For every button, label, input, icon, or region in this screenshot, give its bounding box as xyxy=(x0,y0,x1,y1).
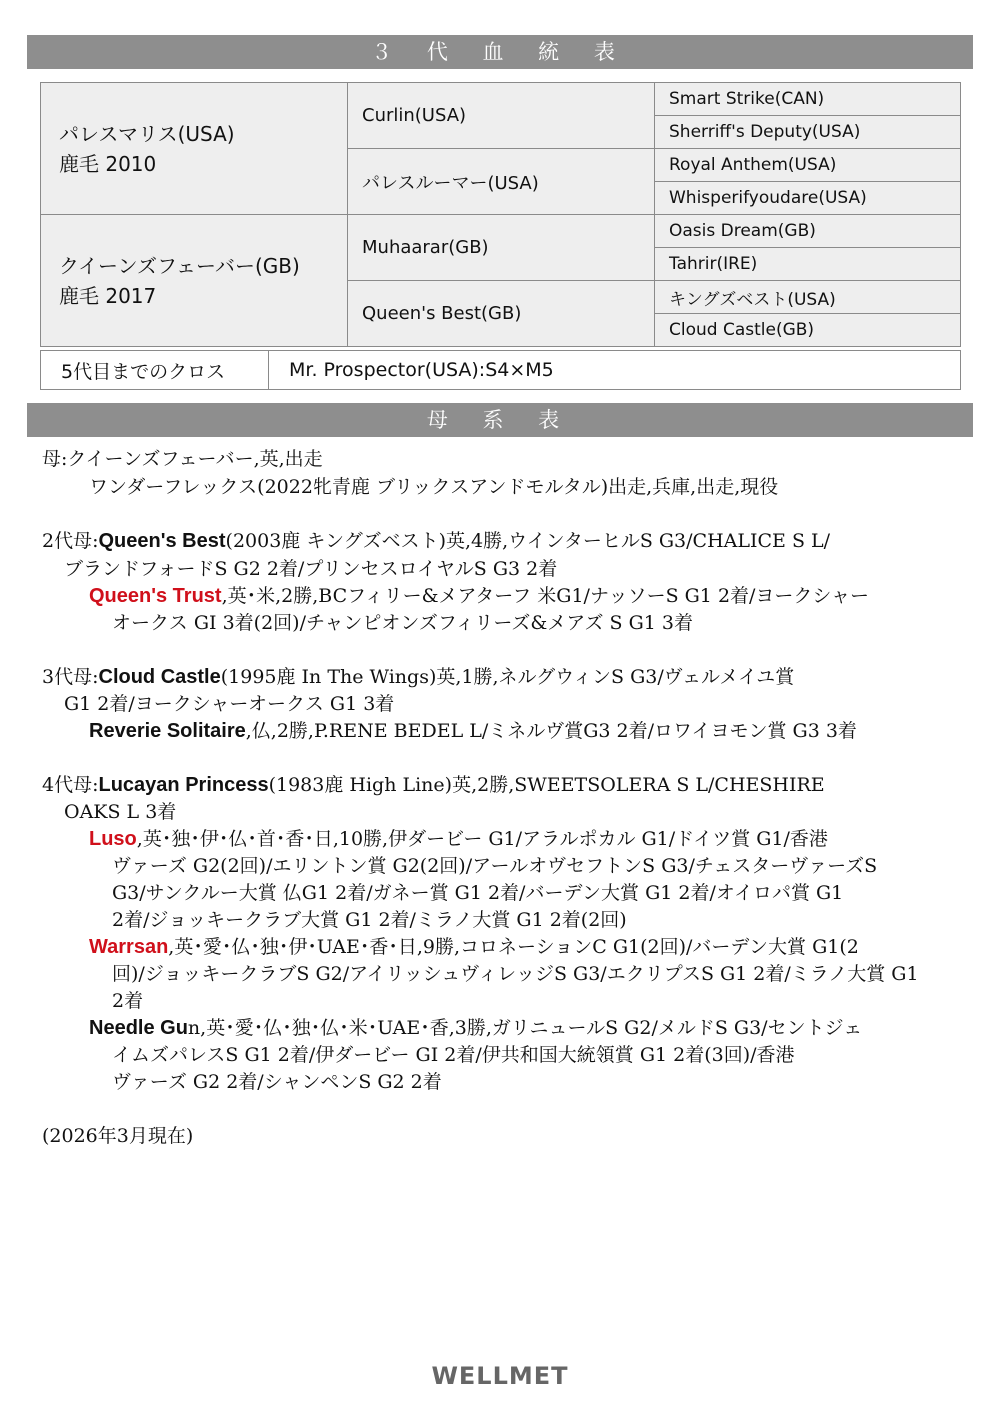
dam-cell xyxy=(41,215,348,347)
family-line: 2着 xyxy=(112,990,144,1012)
family-line: G3/サンクルー大賞 仏G1 2着/ガネー賞 G1 2着/バーデン大賞 G1 2着/オイロパ賞 G1 xyxy=(112,882,844,904)
sire-cell xyxy=(41,83,348,215)
generation-label: 2代母: xyxy=(42,530,99,552)
family-line xyxy=(89,583,869,610)
family-line: ブランドフォードS G2 2着/プリンセスロイヤルS G3 2着 xyxy=(64,558,558,580)
family-line xyxy=(89,718,857,745)
horse-name: Cloud Castle xyxy=(98,666,221,688)
cross-value: Mr. Prospector(USA):S4×M5 xyxy=(269,351,961,390)
family-section-header: 母 系 表 xyxy=(27,403,973,437)
record-text: ,英･愛･仏･独･伊･UAE･香･日,9勝,コロネーションC G1(2回)/バーデン大賞 G1(2 xyxy=(168,936,859,958)
generation-label: 3代母: xyxy=(42,666,99,688)
dam-name: クイーンズフェーバー(GB) xyxy=(59,254,300,278)
family-line: オークス GI 3着(2回)/チャンピオンズフィリーズ&メアズ S G1 3着 xyxy=(112,612,694,634)
family-line xyxy=(89,934,859,961)
dam-info: 鹿毛 2017 xyxy=(59,284,157,308)
record-text: ,仏,2勝,P.RENE BEDEL L/ミネルヴ賞G3 2着/ロワイヨモン賞 G3 3着 xyxy=(245,720,857,742)
family-line xyxy=(42,664,794,691)
g3-5: Oasis Dream(GB) xyxy=(655,215,961,248)
family-line: ヴァーズ G2 2着/シャンペンS G2 2着 xyxy=(112,1071,442,1093)
record-text: (2003鹿 キングズベスト)英,4勝,ウインターヒルS G3/CHALICE S L/ xyxy=(225,530,831,552)
family-line xyxy=(89,826,828,853)
family-line: OAKS L 3着 xyxy=(64,801,177,823)
family-line: G1 2着/ヨークシャーオークス G1 3着 xyxy=(64,693,395,715)
horse-name: Queen's Best xyxy=(98,530,226,552)
family-line: 母:クイーンズフェーバー,英,出走 xyxy=(42,448,323,470)
dam-sire: Muhaarar(GB) xyxy=(348,215,655,281)
g3-1: Smart Strike(CAN) xyxy=(655,83,961,116)
g3-7: キングズベスト(USA) xyxy=(655,281,961,314)
wellmet-logo: WELLMET xyxy=(431,1362,569,1390)
sire-dam: パレスルーマー(USA) xyxy=(348,149,655,215)
horse-name: Warrsan xyxy=(89,936,169,958)
g3-2: Sherriff's Deputy(USA) xyxy=(655,116,961,149)
sire-info: 鹿毛 2010 xyxy=(59,152,157,176)
pedigree-table xyxy=(40,82,961,347)
as-of-date: (2026年3月現在) xyxy=(42,1125,194,1147)
family-line xyxy=(89,1015,862,1042)
horse-name: Needle Gu xyxy=(89,1017,188,1039)
record-text: ,英･独･伊･仏･首･香･日,10勝,伊ダービー G1/アラルポカル G1/ドイツ賞 G1/香港 xyxy=(136,828,828,850)
dam-dam: Queen's Best(GB) xyxy=(348,281,655,347)
record-text: ,英･米,2勝,BCフィリー&メアターフ 米G1/ナッソーS G1 2着/ヨークシャー xyxy=(221,585,870,607)
horse-name: Lucayan Princess xyxy=(98,774,269,796)
family-line xyxy=(42,528,830,555)
horse-name: Luso xyxy=(89,828,137,850)
g3-6: Tahrir(IRE) xyxy=(655,248,961,281)
pedigree-section-header: ３ 代 血 統 表 xyxy=(27,35,973,69)
g3-4: Whisperifyoudare(USA) xyxy=(655,182,961,215)
record-text: (1995鹿 In The Wings)英,1勝,ネルグウィンS G3/ヴェルメイユ賞 xyxy=(220,666,795,688)
family-line: 回)/ジョッキークラブS G2/アイリッシュヴィレッジS G3/エクリプスS G1 2着/ミラノ大賞 G1 xyxy=(112,963,919,985)
family-line: イムズパレスS G1 2着/伊ダービー GI 2着/伊共和国大統領賞 G1 2着(3回)/香港 xyxy=(112,1044,795,1066)
cross-table xyxy=(40,350,961,390)
family-line xyxy=(42,772,825,799)
horse-name: Reverie Solitaire xyxy=(89,720,246,742)
family-line: ワンダーフレックス(2022牝青鹿 ブリックスアンドモルタル)出走,兵庫,出走,現役 xyxy=(89,476,779,498)
sire-name: パレスマリス(USA) xyxy=(59,122,235,146)
record-text: n,英･愛･仏･独･仏･米･UAE･香,3勝,ガリニュールS G2/メルドS G3/セントジェ xyxy=(187,1017,863,1039)
horse-name: Queen's Trust xyxy=(89,585,222,607)
family-line: 2着/ジョッキークラブ大賞 G1 2着/ミラノ大賞 G1 2着(2回) xyxy=(112,909,627,931)
record-text: (1983鹿 High Line)英,2勝,SWEETSOLERA S L/CHESHIRE xyxy=(268,774,825,796)
g3-3: Royal Anthem(USA) xyxy=(655,149,961,182)
cross-label: 5代目までのクロス xyxy=(41,351,269,390)
family-line: ヴァーズ G2(2回)/エリントン賞 G2(2回)/アールオヴセフトンS G3/チェスターヴァーズS xyxy=(112,855,878,877)
sire-sire: Curlin(USA) xyxy=(348,83,655,149)
generation-label: 4代母: xyxy=(42,774,99,796)
g3-8: Cloud Castle(GB) xyxy=(655,314,961,347)
